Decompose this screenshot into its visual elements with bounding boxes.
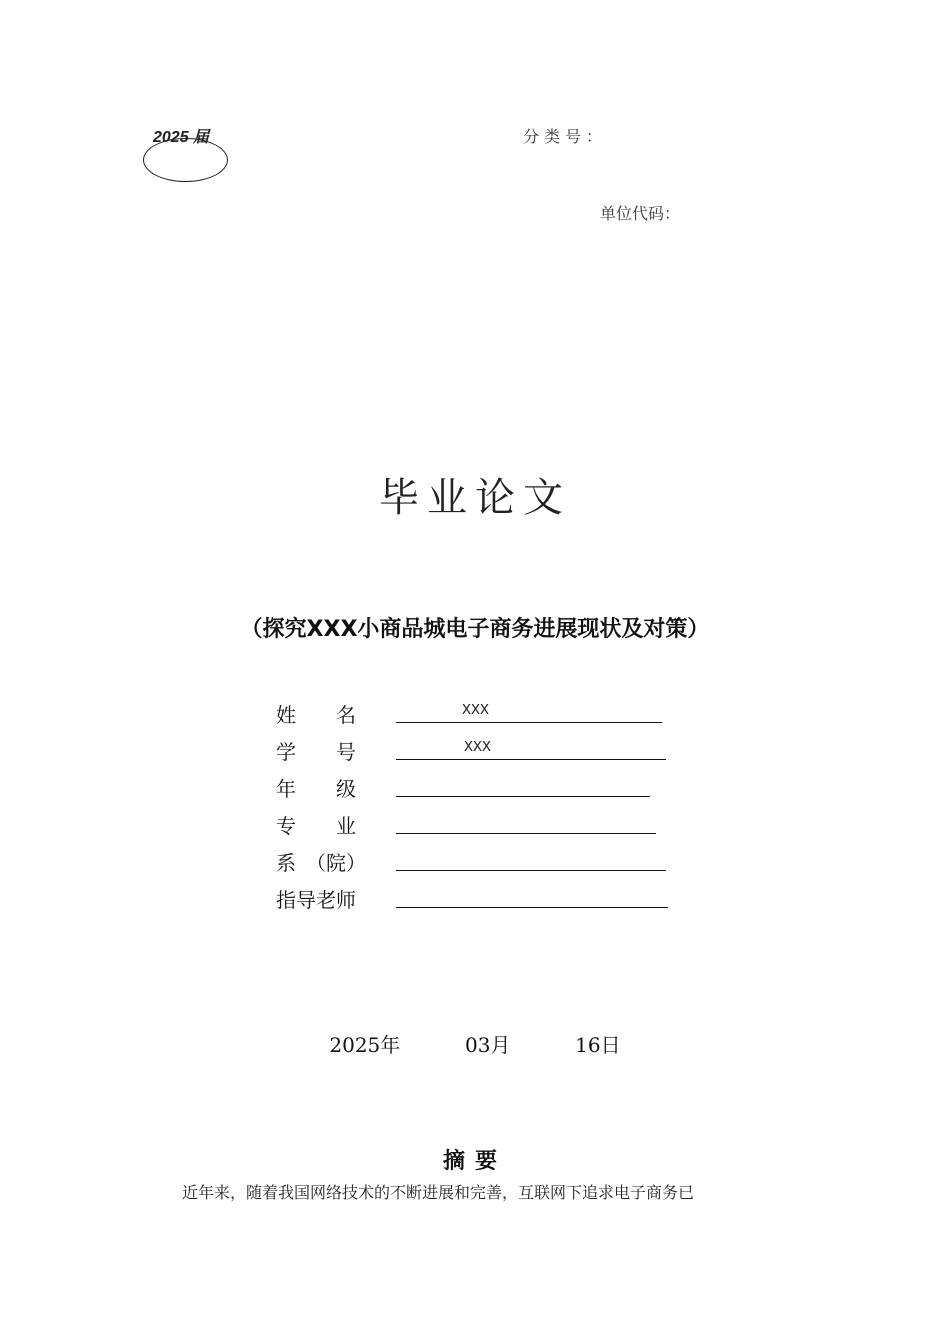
department-label: 系 （院）: [276, 851, 366, 875]
year-oval-mark: [143, 138, 228, 182]
name-underline: [396, 722, 662, 723]
name-value: XXX: [462, 702, 490, 719]
abstract-heading: 摘要: [442, 1149, 507, 1174]
submission-date: [0, 1029, 950, 1058]
unit-code-label: 单位代码：: [600, 204, 681, 223]
thesis-subtitle: （探究XXX小商品城电子商务进展现状及对策）: [240, 617, 710, 642]
date-day: 16日: [575, 1033, 621, 1057]
department-underline: [396, 870, 666, 871]
advisor-underline: [396, 907, 668, 908]
student-id-label: 学 号: [276, 740, 356, 764]
document-title: 毕业论文: [379, 475, 571, 521]
major-underline: [396, 833, 656, 834]
grade-label: 年 级: [276, 777, 356, 801]
name-label: 姓 名: [276, 703, 356, 727]
student-id-value: XXX: [464, 739, 492, 756]
graduation-year-label: 2025 届: [153, 129, 210, 146]
classification-number-label: 分类号：: [523, 127, 608, 146]
major-label: 专 业: [276, 814, 356, 838]
grade-underline: [396, 796, 650, 797]
abstract-text: 近年来，随着我国网络技术的不断进展和完善，互联网下追求电子商务已: [182, 1183, 695, 1202]
date-year: 2025年: [329, 1033, 401, 1057]
student-id-underline: [396, 759, 666, 760]
date-month: 03月: [465, 1033, 511, 1057]
advisor-label: 指导老师: [276, 888, 356, 912]
